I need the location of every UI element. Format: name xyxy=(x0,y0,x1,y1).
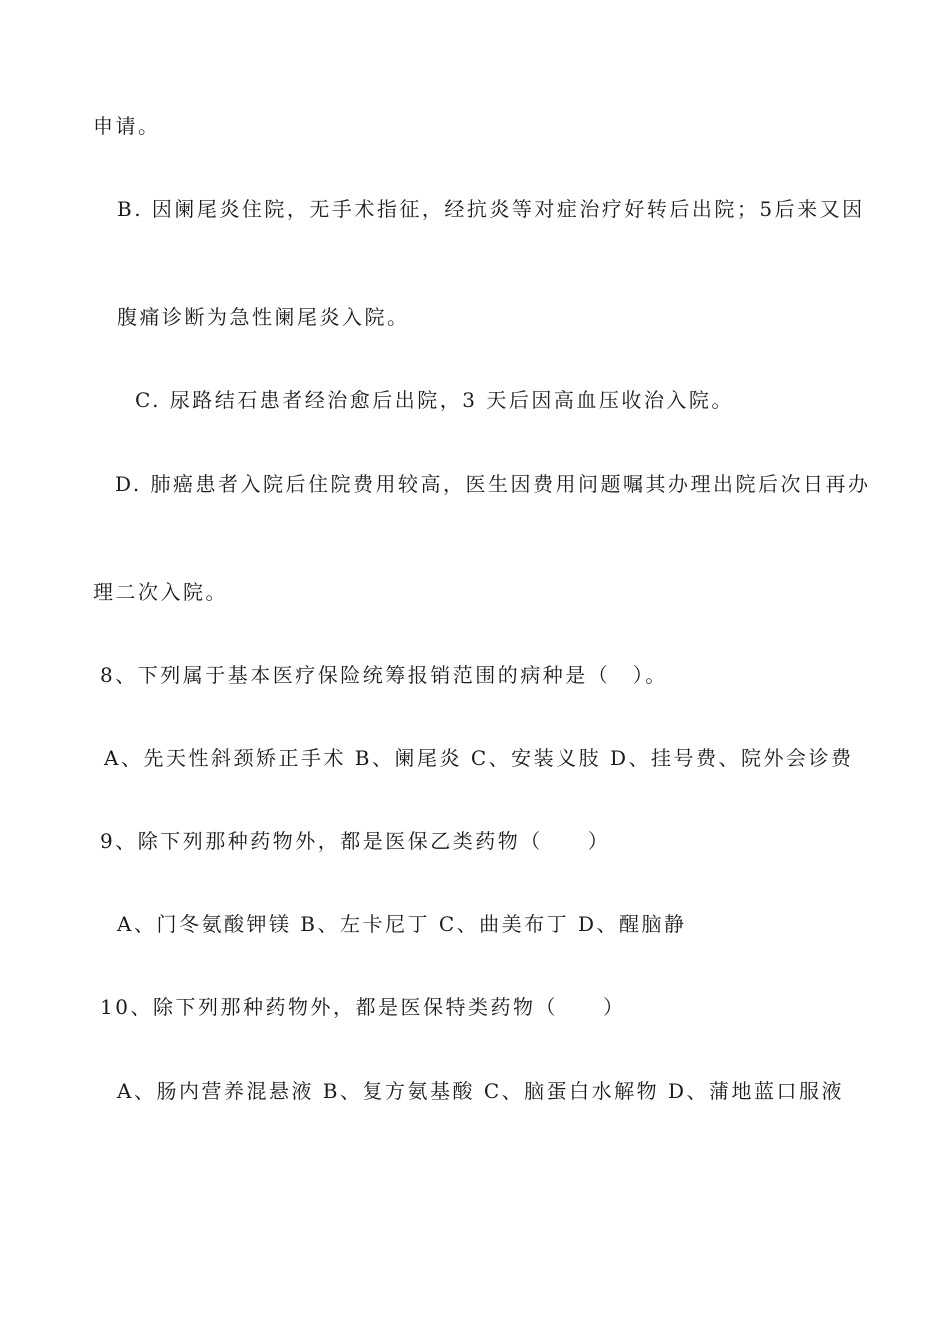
option-d-line-2: 理二次入院。 xyxy=(93,580,228,604)
question-9-options: A、门冬氨酸钾镁 B、左卡尼丁 C、曲美布丁 D、醒脑静 xyxy=(117,912,687,936)
question-9: 9、除下列那种药物外，都是医保乙类药物（ ） xyxy=(100,829,611,853)
option-d-line-1: D. 肺癌患者入院后住院费用较高，医生因费用问题嘱其办理出院后次日再办 xyxy=(115,472,871,496)
question-10-options: A、肠内营养混悬液 B、复方氨基酸 C、脑蛋白水解物 D、蒲地蓝口服液 xyxy=(117,1079,845,1103)
question-10: 10、除下列那种药物外，都是医保特类药物（ ） xyxy=(100,995,626,1019)
option-b-line-1: B. 因阑尾炎住院，无手术指征，经抗炎等对症治疗好转后出院；5后来又因 xyxy=(117,197,865,221)
text-line-continuation: 申请。 xyxy=(93,114,161,138)
question-8-options: A、先天性斜颈矫正手术 B、阑尾炎 C、安装义肢 D、挂号费、院外会诊费 xyxy=(104,746,854,770)
question-8: 8、下列属于基本医疗保险统筹报销范围的病种是（ ）。 xyxy=(100,663,668,687)
option-c: C. 尿路结石患者经治愈后出院，3 天后因高血压收治入院。 xyxy=(135,388,734,412)
option-b-line-2: 腹痛诊断为急性阑尾炎入院。 xyxy=(117,305,410,329)
